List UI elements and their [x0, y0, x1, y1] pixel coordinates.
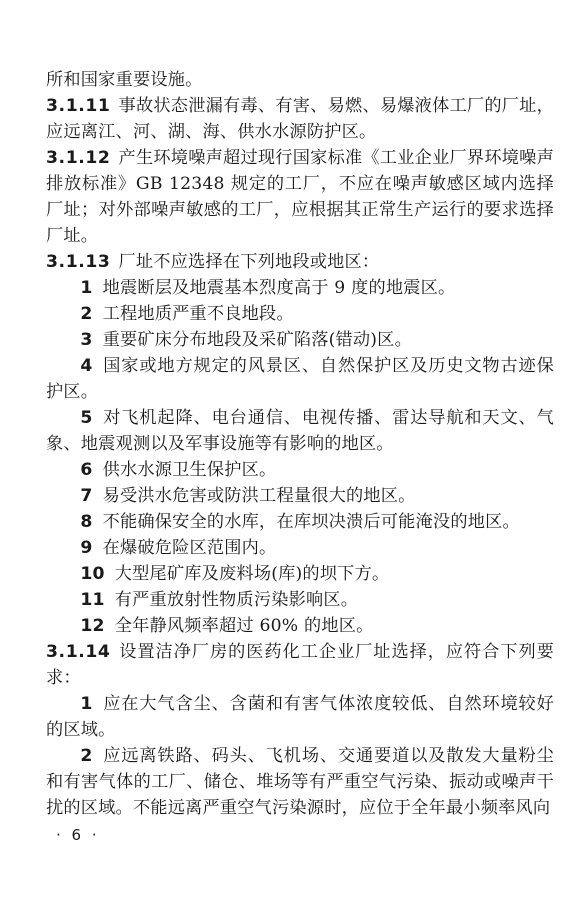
clause-text: 设置洁净厂房的医药化工企业厂址选择，应符合下列要求： [46, 642, 554, 688]
item-number: 9 [80, 538, 93, 558]
clause-text: 产生环境噪声超过现行国家标准《工业企业厂界环境噪声排放标准》GB 12348 规定的工厂，不应在噪声敏感区域内选择厂址；对外部噪声敏感的工厂，应根据其正常生产运行的要求选择厂址。 [46, 148, 554, 246]
item-text: 地震断层及地震基本烈度高于 9 度的地震区。 [102, 278, 456, 298]
item-text: 重要矿床分布地段及采矿陷落(错动)区。 [102, 330, 412, 350]
item-number: 8 [80, 512, 93, 532]
item-text: 全年静风频率超过 60% 的地区。 [114, 616, 374, 636]
item-number: 4 [80, 356, 93, 376]
clause-number: 3.1.11 [46, 96, 111, 116]
item-text: 应远离铁路、码头、飞机场、交通要道以及散发大量粉尘和有害气体的工厂、储仓、堆场等有严重空气污染、振动或噪声干扰的区域。不能远离严重空气污染源时，应位于全年最小频率风向 [46, 746, 554, 818]
item-text: 供水水源卫生保护区。 [102, 460, 277, 480]
item-text: 工程地质严重不良地段。 [102, 304, 294, 324]
page-number: · 6 · [56, 826, 100, 844]
list-item [46, 353, 554, 405]
item-number: 1 [80, 278, 93, 298]
clause-text: 事故状态泄漏有毒、有害、易燃、易爆液体工厂的厂址，应远离江、河、湖、海、供水水源防护区。 [46, 96, 554, 142]
list-item [46, 535, 554, 561]
list-item [46, 691, 554, 743]
item-number: 12 [80, 616, 105, 636]
list-item [46, 561, 554, 587]
item-number: 7 [80, 486, 93, 506]
item-text: 在爆破危险区范围内。 [102, 538, 277, 558]
clause-3-1-11 [46, 93, 554, 145]
continuation-line [46, 67, 554, 93]
item-text: 应在大气含尘、含菌和有害气体浓度较低、自然环境较好的区域。 [46, 694, 554, 740]
clause-number: 3.1.13 [46, 252, 111, 272]
clause-text: 厂址不应选择在下列地段或地区： [118, 252, 380, 272]
list-item [46, 327, 554, 353]
item-text: 易受洪水危害或防洪工程量很大的地区。 [102, 486, 416, 506]
item-text: 有严重放射性物质污染影响区。 [114, 590, 359, 610]
list-item [46, 613, 554, 639]
continuation-text: 所和国家重要设施。 [46, 70, 203, 90]
item-text: 不能确保安全的水库，在库坝决溃后可能淹没的地区。 [102, 512, 520, 532]
item-text: 大型尾矿库及废料场(库)的坝下方。 [114, 564, 390, 584]
clause-number: 3.1.14 [46, 642, 111, 662]
list-item [46, 405, 554, 457]
list-item [46, 275, 554, 301]
item-number: 10 [80, 564, 105, 584]
item-number: 2 [80, 304, 93, 324]
list-item [46, 301, 554, 327]
list-item [46, 743, 554, 821]
item-number: 6 [80, 460, 93, 480]
list-item [46, 509, 554, 535]
item-number: 3 [80, 330, 93, 350]
list-item [46, 483, 554, 509]
item-number: 5 [80, 408, 93, 428]
item-number: 2 [80, 746, 93, 766]
list-item [46, 457, 554, 483]
clause-3-1-14 [46, 639, 554, 691]
clause-3-1-13 [46, 249, 554, 275]
clause-number: 3.1.12 [46, 148, 111, 168]
list-item [46, 587, 554, 613]
item-text: 对飞机起降、电台通信、电视传播、雷达导航和天文、气象、地震观测以及军事设施等有影响的地区。 [46, 408, 554, 454]
clause-3-1-12 [46, 145, 554, 249]
item-text: 国家或地方规定的风景区、自然保护区及历史文物古迹保护区。 [46, 356, 554, 402]
page-body [46, 67, 554, 821]
item-number: 1 [80, 694, 93, 714]
item-number: 11 [80, 590, 105, 610]
